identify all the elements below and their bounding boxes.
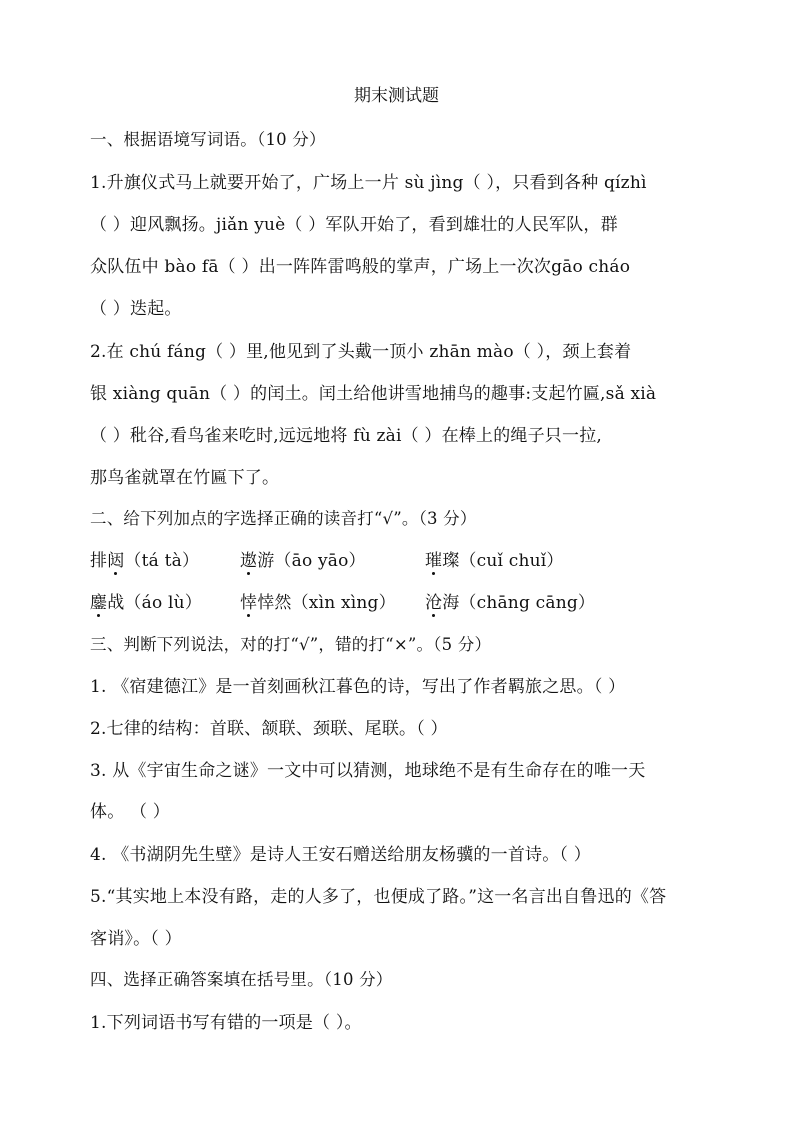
s3-line-6: 5.“其实地上本没有路，走的人多了，也便成了路。”这一名言出自鲁迅的《答	[90, 887, 667, 907]
s2-item-6: 沧海（chāng cāng）	[425, 593, 596, 613]
s3-line-2: 2.七律的结构：首联、颔联、颈联、尾联。（ ）	[90, 719, 448, 739]
s1-line-3: 众队伍中 bào fā（ ）出一阵阵雷鸣般的掌声，广场上一次次gāo cháo	[90, 257, 631, 277]
dotted-char: 遨	[240, 551, 258, 571]
s2-item-2: 遨游（āo yāo）	[240, 551, 366, 571]
section-4-heading: 四、选择正确答案填在括号里。（10 分）	[90, 970, 393, 989]
s2-row-1	[90, 549, 710, 573]
s3-line-3: 3. 从《宇宙生命之谜》一文中可以猜测，地球绝不是有生命存在的唯一天	[90, 761, 646, 781]
section-1-heading: 一、根据语境写词语。（10 分）	[90, 130, 326, 149]
s4-line-1: 1.下列词语书写有错的一项是（ ）。	[90, 1013, 362, 1033]
dotted-char: 闼	[107, 551, 125, 571]
section-3-heading: 三、判断下列说法，对的打“√”，错的打“×”。（5 分）	[90, 635, 492, 654]
s2-item-5: 悻悻然（xìn xìng）	[240, 593, 396, 613]
s3-line-7: 客诮》。（ ）	[90, 929, 182, 949]
s2-item-1: 排闼（tá tà）	[90, 551, 200, 571]
s3-line-5: 4. 《书湖阴先生壁》是诗人王安石赠送给朋友杨骥的一首诗。（ ）	[90, 845, 591, 865]
s1-line-5: 2.在 chú fáng（ ）里,他见到了头戴一顶小 zhān mào（ ），颈上套着	[90, 342, 632, 362]
dotted-char: 悻	[240, 593, 258, 613]
s1-line-4: （ ）迭起。	[90, 299, 182, 319]
s1-line-7: （ ）秕谷,看鸟雀来吃时,远远地将 fù zài（ ）在棒上的绳子只一拉,	[90, 426, 602, 446]
s1-line-2: （ ）迎风飘扬。jiǎn yuè（ ）军队开始了，看到雄壮的人民军队，群	[90, 215, 618, 235]
page-title: 期末测试题	[354, 86, 439, 106]
s1-line-8: 那鸟雀就罩在竹匾下了。	[90, 468, 280, 488]
s2-row-2	[90, 591, 710, 615]
s3-line-4: 体。 （ ）	[90, 802, 171, 822]
s1-line-6: 银 xiàng quān（ ）的闰土。闰土给他讲雪地捕鸟的趣事:支起竹匾,sǎ xià	[90, 384, 657, 404]
s1-line-1: 1.升旗仪式马上就要开始了，广场上一片 sù jìng（ ），只看到各种 qízhì	[90, 173, 647, 193]
s2-item-4: 鏖战（áo lù）	[90, 593, 202, 613]
dotted-char: 鏖	[90, 593, 108, 613]
section-2-heading: 二、给下列加点的字选择正确的读音打“√”。（3 分）	[90, 509, 477, 528]
s3-line-1: 1. 《宿建德江》是一首刻画秋江暮色的诗，写出了作者羁旅之思。（ ）	[90, 677, 626, 697]
dotted-char: 璀	[425, 551, 443, 571]
dotted-char: 沧	[425, 593, 443, 613]
s2-item-3: 璀璨（cuǐ chuǐ）	[425, 551, 564, 571]
